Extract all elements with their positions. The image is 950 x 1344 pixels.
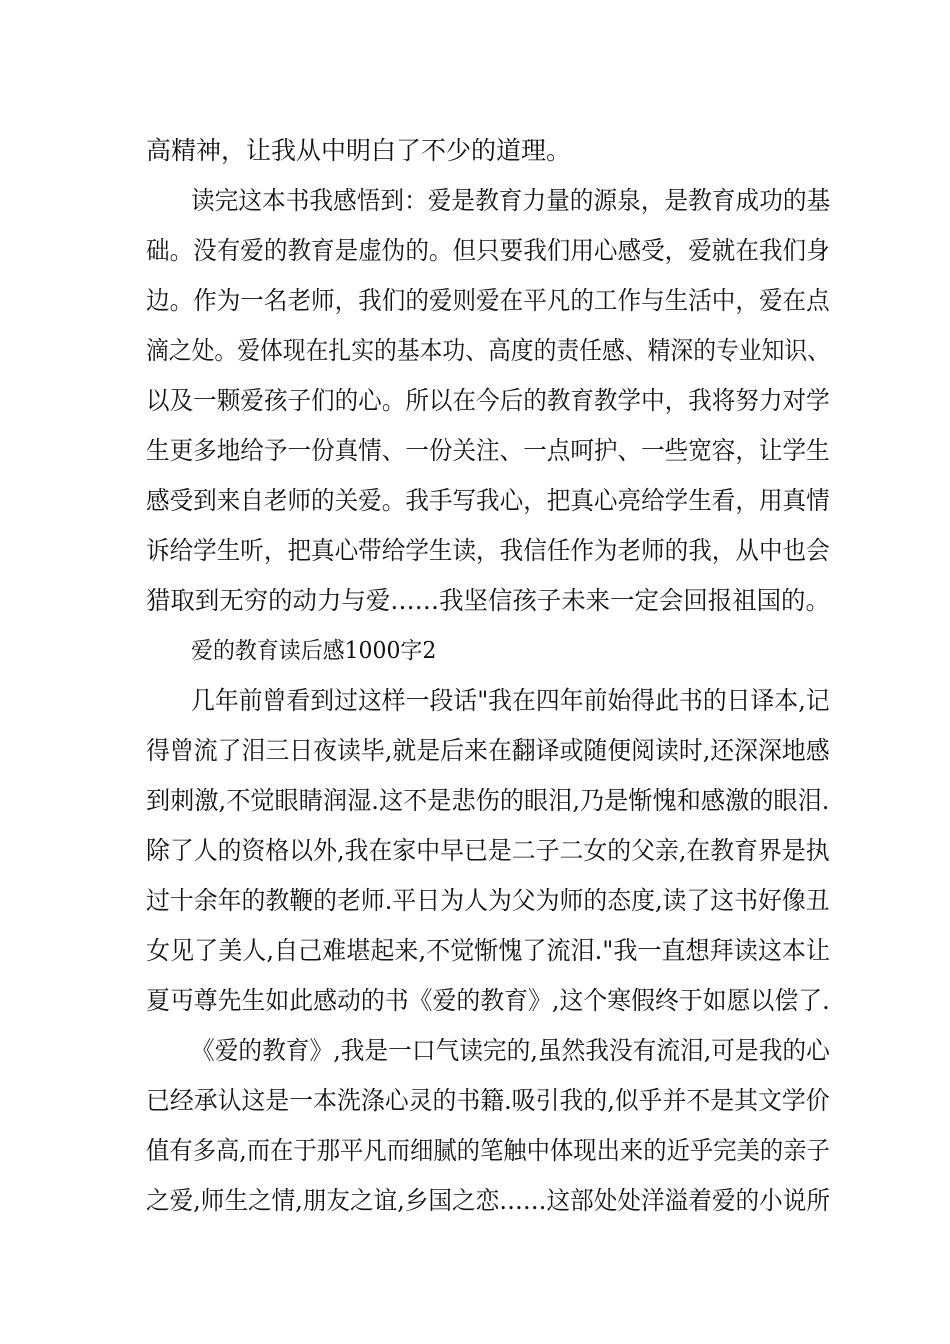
text-line: 之爱,师生之情,朋友之谊,乡国之恋……这部处处洋溢着爱的小说所: [146, 1186, 831, 1215]
text-line: 感受到来自老师的关爱。我手写我心，把真心亮给学生看，用真情: [146, 486, 830, 515]
text-line: 诉给学生听，把真心带给学生读，我信任作为老师的我，从中也会: [146, 536, 830, 565]
text-line: 滴之处。爱体现在扎实的基本功、高度的责任感、精深的专业知识、: [146, 336, 831, 365]
text-line: 除了人的资格以外,我在家中早已是二子二女的父亲,在教育界是执: [146, 836, 830, 865]
text-line: 边。作为一名老师，我们的爱则爱在平凡的工作与生活中，爱在点: [146, 286, 830, 315]
text-line: 得曾流了泪三日夜读毕,就是后来在翻译或随便阅读时,还深深地感: [146, 736, 830, 765]
text-line: 生更多地给予一份真情、一份关注、一点呵护、一些宽容，让学生: [146, 436, 830, 465]
text-line: 女见了美人,自己难堪起来,不觉惭愧了流泪."我一直想拜读这本让: [146, 936, 831, 965]
text-line: 以及一颗爱孩子们的心。所以在今后的教育教学中，我将努力对学: [146, 386, 830, 415]
text-line: 读完这本书我感悟到：爱是教育力量的源泉，是教育成功的基: [191, 186, 831, 215]
text-line: 值有多高,而在于那平凡而细腻的笔触中体现出来的近乎完美的亲子: [146, 1136, 830, 1165]
text-line: 《爱的教育》,我是一口气读完的,虽然我没有流泪,可是我的心: [191, 1036, 830, 1065]
section-heading: 爱的教育读后感1000字2: [191, 638, 437, 664]
text-line: 到刺激,不觉眼睛润湿.这不是悲伤的眼泪,乃是惭愧和感激的眼泪.: [146, 786, 830, 815]
text-line: 猎取到无穷的动力与爱……我坚信孩子未来一定会回报祖国的。: [146, 586, 830, 615]
text-line: 几年前曾看到过这样一段话"我在四年前始得此书的日译本,记: [191, 686, 830, 715]
text-line: 已经承认这是一本洗涤心灵的书籍.吸引我的,似乎并不是其文学价: [146, 1086, 830, 1115]
text-line: 础。没有爱的教育是虚伪的。但只要我们用心感受，爱就在我们身: [146, 236, 830, 265]
text-line: 夏丏尊先生如此感动的书《爱的教育》,这个寒假终于如愿以偿了.: [146, 986, 830, 1015]
text-line: 高精神，让我从中明白了不少的道理。: [146, 136, 572, 165]
text-line: 过十余年的教鞭的老师.平日为人为父为师的态度,读了这书好像丑: [146, 886, 830, 915]
